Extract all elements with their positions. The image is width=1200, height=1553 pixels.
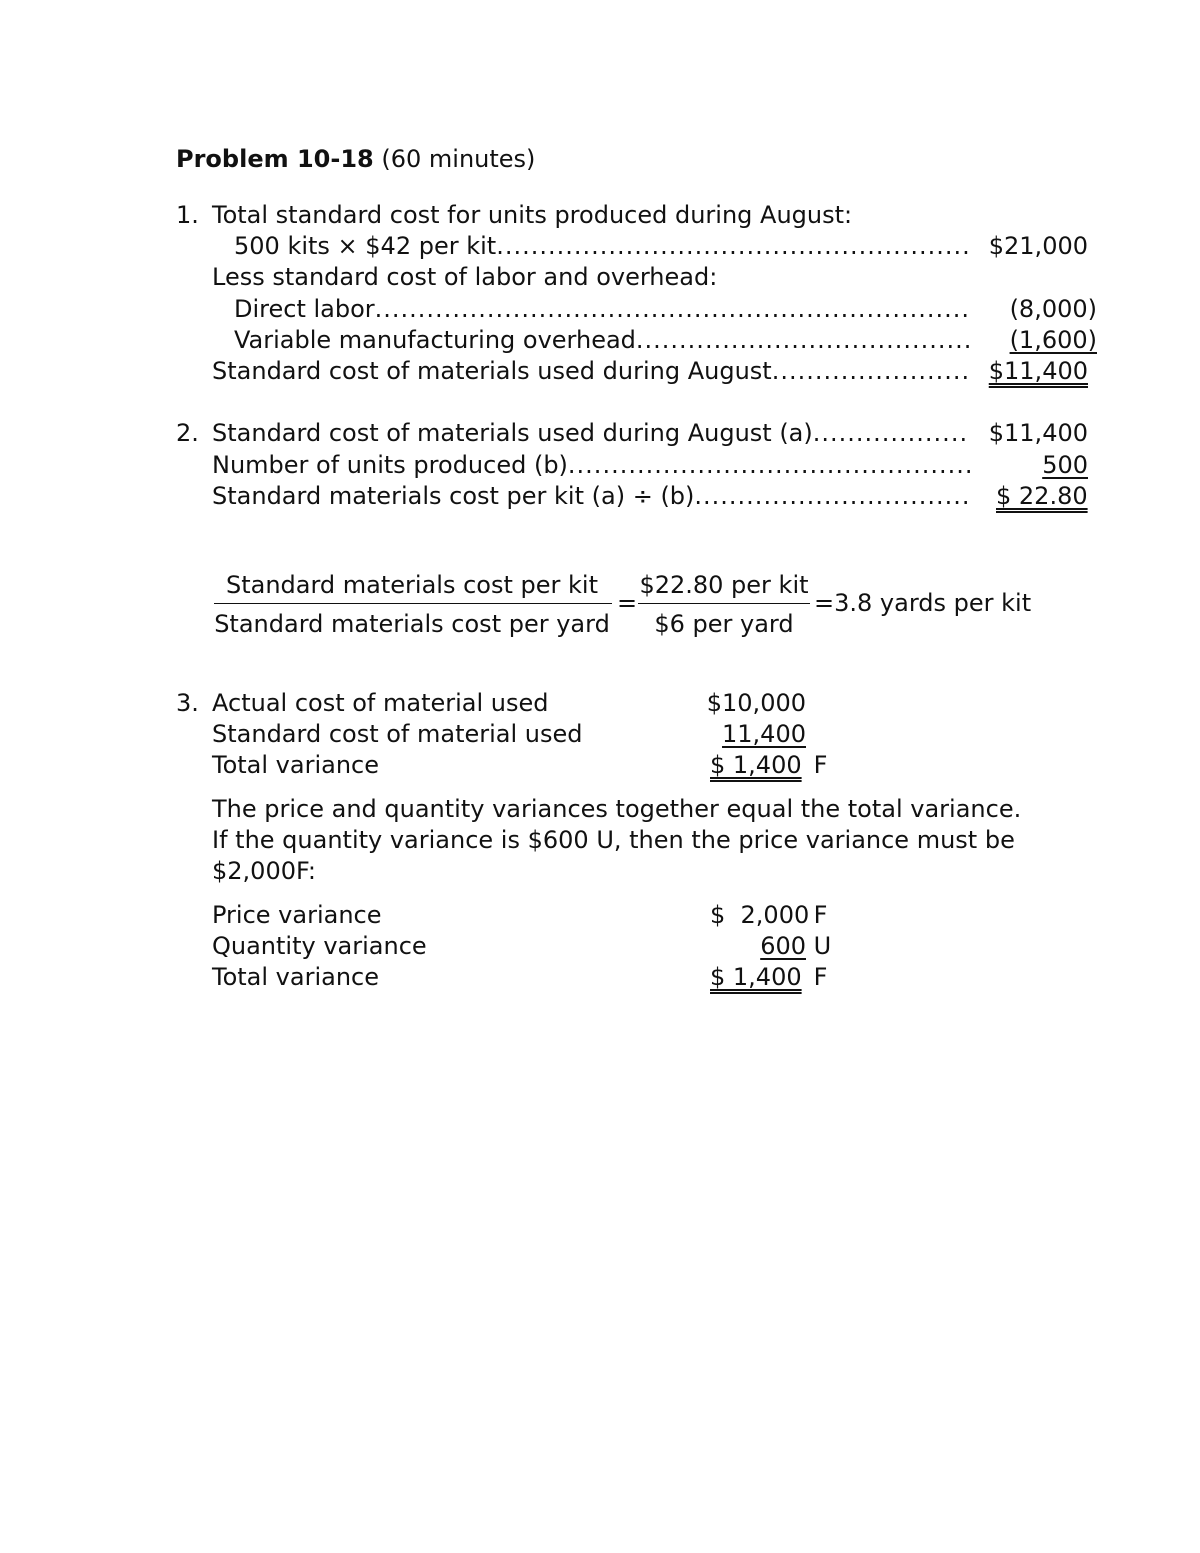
- direct-labor-label: Direct labor: [234, 295, 375, 323]
- total-value-wrap: [710, 750, 827, 780]
- part2-line-c-value: $ 22.80: [996, 482, 1088, 510]
- quantity-label: Quantity variance: [212, 932, 427, 960]
- standard-label: Standard cost of material used: [212, 720, 583, 748]
- fraction-equals: =: [617, 589, 638, 617]
- explanation-line-2: If the quantity variance is $600 U, then the price variance must be: [212, 826, 1015, 854]
- part2-line-b: [212, 450, 970, 480]
- total-label: Total variance: [212, 751, 380, 779]
- kits-value: $21,000: [988, 232, 1088, 260]
- fraction2-numerator: $22.80 per kit: [639, 571, 809, 599]
- total-flag: F: [813, 751, 828, 779]
- part1-intro: Total standard cost for units produced during August:: [212, 201, 853, 229]
- var-overhead-value-wrap: [980, 325, 1097, 355]
- problem-title: Problem 10-18: [176, 145, 374, 173]
- std-materials-value: $11,400: [988, 357, 1088, 385]
- std-materials-value-wrap: [980, 356, 1088, 386]
- problem-time: (60 minutes): [381, 145, 536, 173]
- actual-value: $10,000: [706, 689, 806, 717]
- part2-line-a-label: Standard cost of materials used during August (a): [212, 419, 813, 447]
- part2-line-b-label: Number of units produced (b): [212, 451, 568, 479]
- price-flag: F: [813, 901, 828, 929]
- kits-label: 500 kits × $42 per kit: [234, 232, 497, 260]
- part3-number: 3.: [176, 689, 199, 717]
- explanation-line-1: The price and quantity variances together equal the total variance.: [212, 795, 1022, 823]
- part2-line-c-value-wrap: [996, 481, 1100, 511]
- std-materials-line: [212, 356, 970, 386]
- fraction1-denominator: Standard materials cost per yard: [214, 610, 610, 638]
- part2-number: 2.: [176, 419, 199, 447]
- total2-value: $ 1,400: [710, 963, 802, 991]
- part2-line-c-label: Standard materials cost per kit (a) ÷ (b): [212, 482, 695, 510]
- quantity-flag: U: [813, 932, 832, 960]
- part2-line-b-value-wrap: [980, 450, 1088, 480]
- fraction2-bar: [638, 603, 810, 604]
- part2-line-b-value: 500: [1042, 451, 1088, 479]
- price-label: Price variance: [212, 901, 382, 929]
- direct-labor-value: (8,000): [1009, 295, 1097, 323]
- fraction2-denominator: $6 per yard: [654, 610, 794, 638]
- price-value: $ 2,000: [710, 901, 810, 929]
- fraction1-numerator: Standard materials cost per kit: [225, 571, 598, 599]
- total-value: $ 1,400: [710, 751, 802, 779]
- direct-labor-line: [234, 294, 970, 324]
- standard-value: 11,400: [722, 720, 806, 748]
- fraction-result: =3.8 yards per kit: [814, 589, 1032, 617]
- standard-value-wrap: [700, 719, 806, 749]
- problem-heading: [176, 144, 535, 174]
- fraction1-bar: [214, 603, 612, 604]
- var-overhead-line: [234, 325, 970, 355]
- less-label: Less standard cost of labor and overhead:: [212, 263, 718, 291]
- explanation-line-3: $2,000F:: [212, 857, 317, 885]
- total2-flag: F: [813, 963, 828, 991]
- part1-number: 1.: [176, 201, 199, 229]
- quantity-value-wrap: [710, 931, 831, 961]
- kits-line: [234, 231, 970, 261]
- price-value-wrap: [710, 900, 827, 930]
- total2-label: Total variance: [212, 963, 380, 991]
- part2-line-a: [212, 418, 970, 448]
- total2-value-wrap: [710, 962, 827, 992]
- var-overhead-label: Variable manufacturing overhead: [234, 326, 636, 354]
- part2-line-c: [212, 481, 970, 511]
- part2-line-a-value: $11,400: [988, 419, 1088, 447]
- var-overhead-value: (1,600): [1009, 326, 1097, 354]
- std-materials-label: Standard cost of materials used during August: [212, 357, 772, 385]
- quantity-value: 600: [760, 932, 806, 960]
- actual-label: Actual cost of material used: [212, 689, 549, 717]
